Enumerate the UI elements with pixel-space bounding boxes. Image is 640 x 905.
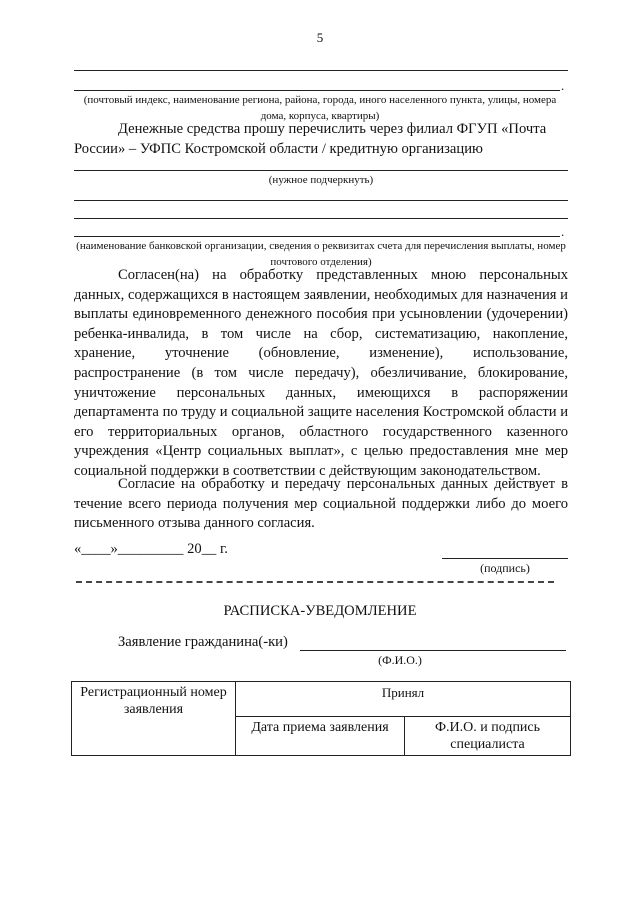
cut-line	[76, 581, 554, 583]
col-registration-label: Регистрационный номер заявления	[80, 685, 227, 717]
signature-line	[442, 558, 568, 559]
underline-hint: (нужное подчеркнуть)	[268, 174, 374, 186]
receipt-title: РАСПИСКА-УВЕДОМЛЕНИЕ	[223, 603, 417, 619]
col-date-label: Дата приема заявления	[251, 720, 389, 735]
date-line: «____»_________ 20__ г.	[74, 541, 228, 557]
org-line	[74, 170, 568, 171]
cell-fio-sign	[405, 717, 571, 756]
page-number: 5	[316, 30, 324, 45]
fio-hint: (Ф.И.О.)	[378, 653, 422, 667]
bank-line-1	[74, 200, 568, 201]
cell-accepted	[236, 682, 571, 717]
applicant-name-line	[300, 650, 566, 651]
cell-date	[236, 717, 405, 756]
address-line-1	[74, 70, 568, 71]
signature-hint: (подпись)	[480, 561, 530, 575]
col-accepted-label: Принял	[381, 685, 425, 700]
col-fio-sign-label: Ф.И.О. и подпись специалиста	[434, 720, 541, 752]
bank-period: .	[561, 224, 565, 239]
bank-hint: (наименование банковской организации, сведения о реквизитах счета для перечисления выплаты, номер почтового отделения)	[76, 240, 566, 268]
receipt-table	[71, 681, 571, 756]
address-line-2	[74, 90, 560, 91]
cell-registration-number	[72, 682, 236, 756]
address-hint: (почтовый индекс, наименование региона, района, города, иного населенного пункта, улицы, номера дома, корпуса, квартиры)	[83, 94, 557, 122]
applicant-label: Заявление гражданина(-ки)	[118, 634, 288, 650]
validity-paragraph: Согласие на обработку и передачу персональных данных действует в течение всего периода получения мер социальной поддержки либо до моего письменного отзыва данного согласия.	[74, 476, 568, 532]
consent-paragraph: Согласен(на) на обработку представленных мною персональных данных, содержащихся в настоящем заявлении, необходимых для назначения и выплаты единовременного денежного пособия при усыновлении (удочерении) ребенка-инвалида, в том числе на сбор, систематизацию, накопление, хранение, уточнение (обновление, изменение), использование, распространение (в том числе передачу), обезличивание, блокирование, уничтожение персональных данных, имеющихся в распоряжении департамента по труду и социальной защите населения Костромской области и его территориальных органов, областного государственного казенного учреждения «Центр социальных выплат», с целью предоставления мне мер социальной поддержки в соответствии с действующим законодательством.	[74, 267, 568, 479]
address-period: .	[561, 78, 565, 93]
bank-line-3	[74, 236, 560, 237]
transfer-paragraph: Денежные средства прошу перечислить через филиал ФГУП «Почта России» – УФПС Костромской области / кредитную организацию	[74, 121, 547, 157]
bank-line-2	[74, 218, 568, 219]
